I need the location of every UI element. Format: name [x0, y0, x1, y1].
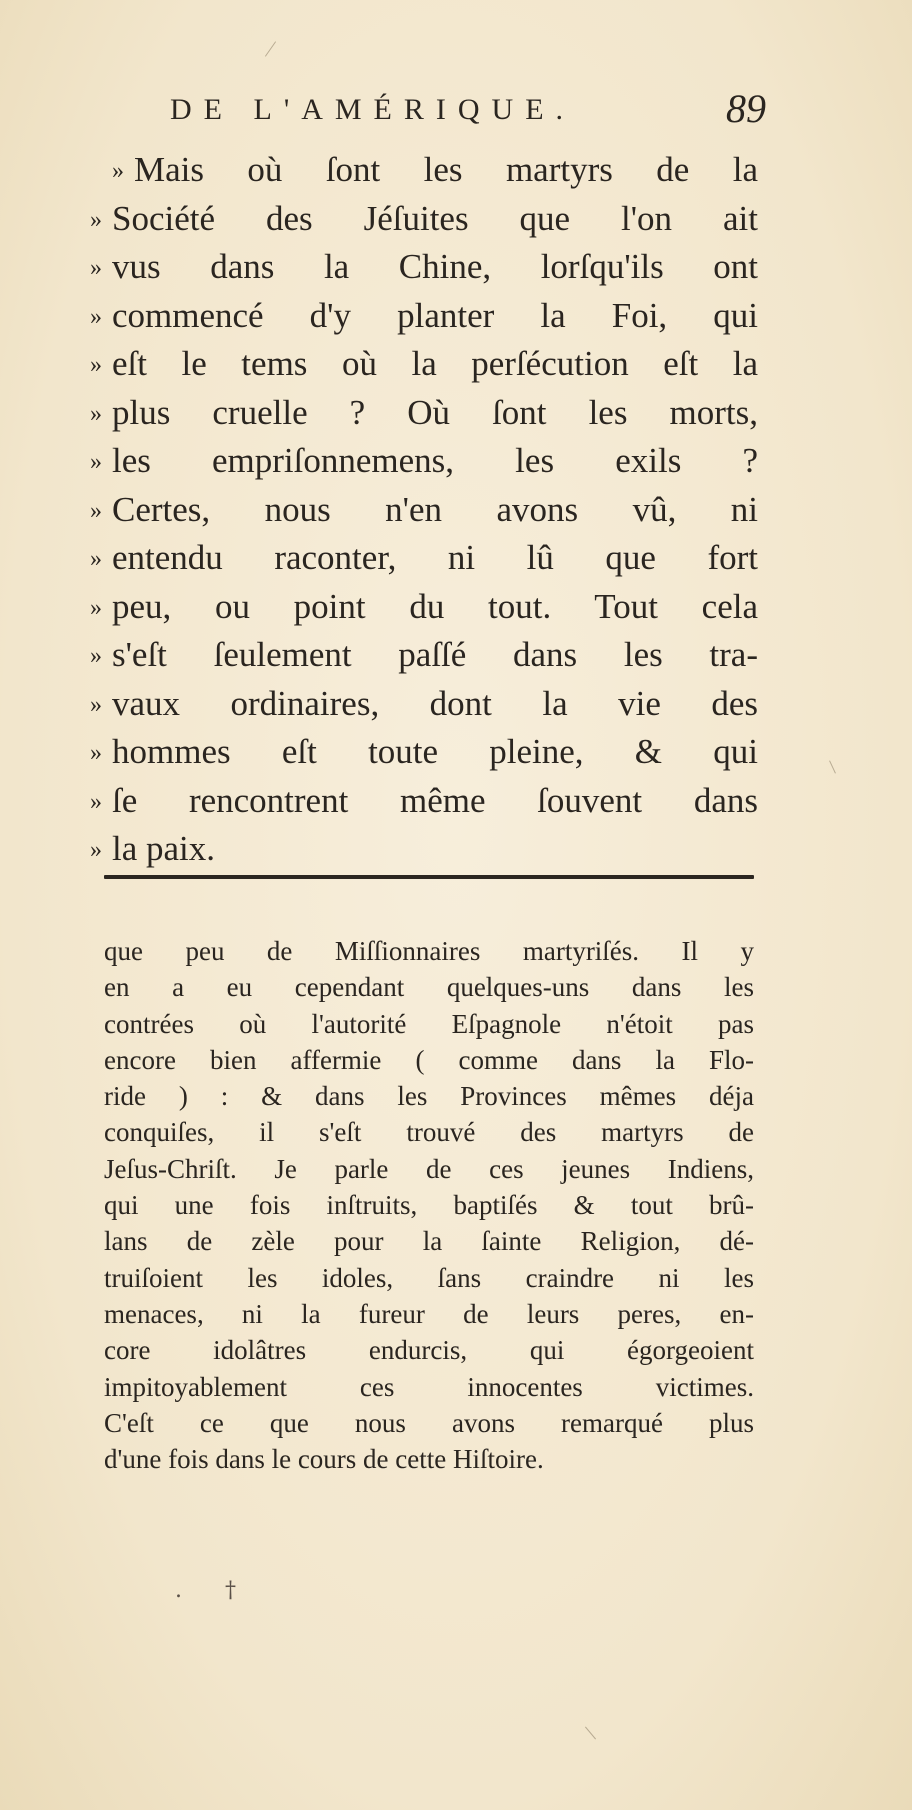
quote-mark: »	[90, 255, 102, 281]
footnote-line: que peu de Miſſionnaires martyriſés. Il y	[104, 936, 754, 966]
footnote-line: encore bien affermie ( comme dans la Flo-	[104, 1044, 754, 1075]
main-text-line	[90, 340, 758, 389]
footnote-line: contrées où l'autorité Eſpagnole n'étoit pas	[104, 1008, 754, 1039]
main-text-line	[90, 389, 758, 438]
main-text-line-content: s'eſt ſeulement paſſé dans les tra-	[112, 635, 758, 674]
main-text-line	[90, 243, 758, 292]
paper-blemish	[585, 1727, 596, 1740]
main-text-line	[90, 437, 758, 486]
main-text-line-content: les empriſonnemens, les exils ?	[112, 441, 758, 480]
main-text-line-content: eſt le tems où la perſécution eſt la	[112, 344, 758, 383]
quote-mark: »	[90, 643, 102, 669]
quote-mark: »	[112, 158, 124, 184]
main-text-line	[90, 534, 758, 583]
running-head-title: DE L'AMÉRIQUE.	[170, 93, 576, 126]
running-head	[160, 85, 780, 135]
main-text-line	[90, 777, 758, 826]
footnote-line: menaces, ni la fureur de leurs peres, en-	[104, 1298, 754, 1329]
main-text-line	[90, 728, 758, 777]
paper-blemish	[829, 760, 836, 773]
main-text-line	[90, 583, 758, 632]
quote-mark: »	[90, 400, 102, 427]
main-text-line	[90, 631, 758, 680]
main-text-line-content: Société des Jéſuites que l'on ait	[112, 198, 758, 238]
footnote-separator-rule	[104, 875, 754, 879]
main-text-line-content: commencé d'y planter la Foi, qui	[112, 295, 758, 335]
main-text-line-content: hommes eſt toute pleine, & qui	[112, 732, 758, 771]
quote-mark: »	[90, 546, 102, 572]
main-text-block	[90, 146, 758, 874]
main-text-line	[90, 146, 758, 195]
main-text-line-content: vus dans la Chine, lorſqu'ils ont	[112, 247, 758, 286]
footnote-line: C'eſt ce que nous avons remarqué plus	[104, 1407, 754, 1438]
quote-mark: »	[90, 740, 102, 766]
main-text-line-content: plus cruelle ? Où ſont les morts,	[112, 392, 758, 432]
footnote-line: Jeſus-Chriſt. Je parle de ces jeunes Indiens,	[104, 1153, 754, 1184]
page-number: 89	[726, 86, 766, 131]
footnote-line: d'une fois dans le cours de cette Hiſtoire.	[104, 1444, 544, 1475]
main-text-line-content: vaux ordinaires, dont la vie des	[112, 683, 758, 723]
main-text-line-content: entendu raconter, ni lû que fort	[112, 538, 758, 577]
quote-mark: »	[90, 206, 102, 233]
main-text-line	[90, 292, 758, 341]
quote-mark: »	[90, 449, 102, 475]
main-text-line-content: la paix.	[112, 829, 216, 868]
paper-blemish	[265, 41, 276, 56]
main-text-line-content: peu, ou point du tout. Tout cela	[112, 586, 758, 626]
main-text-line-content: Mais où ſont les martyrs de la	[134, 150, 758, 189]
quote-mark: »	[90, 691, 102, 718]
quote-mark: »	[90, 497, 102, 524]
main-text-line	[90, 486, 758, 535]
footnote-line: truiſoient les idoles, ſans craindre ni les	[104, 1262, 754, 1293]
footnote-line: impitoyablement ces innocentes victimes.	[104, 1371, 754, 1402]
footnote-line: ride ) : & dans les Provinces mêmes déja	[104, 1081, 754, 1112]
quote-mark: »	[90, 352, 102, 378]
main-text-line-content: Certes, nous n'en avons vû, ni	[112, 489, 758, 529]
footnote-line: lans de zèle pour la ſainte Religion, dé-	[104, 1226, 754, 1257]
quote-mark: »	[90, 788, 102, 815]
footnote-block	[104, 933, 754, 1477]
signature-mark: . †	[175, 1578, 254, 1603]
main-text-line	[90, 825, 758, 874]
footnote-line: core idolâtres endurcis, qui égorgeoient	[104, 1335, 754, 1366]
footnote-line: qui une fois inſtruits, baptiſés & tout brû-	[104, 1190, 754, 1221]
quote-mark: »	[90, 303, 102, 330]
footnote-line: conquiſes, il s'eſt trouvé des martyrs de	[104, 1117, 754, 1148]
main-text-line-content: ſe rencontrent même ſouvent dans	[112, 780, 758, 820]
quote-mark: »	[90, 837, 102, 863]
main-text-line	[90, 195, 758, 244]
footnote-line: en a eu cependant quelques-uns dans les	[104, 972, 754, 1003]
quote-mark: »	[90, 594, 102, 621]
main-text-line	[90, 680, 758, 729]
